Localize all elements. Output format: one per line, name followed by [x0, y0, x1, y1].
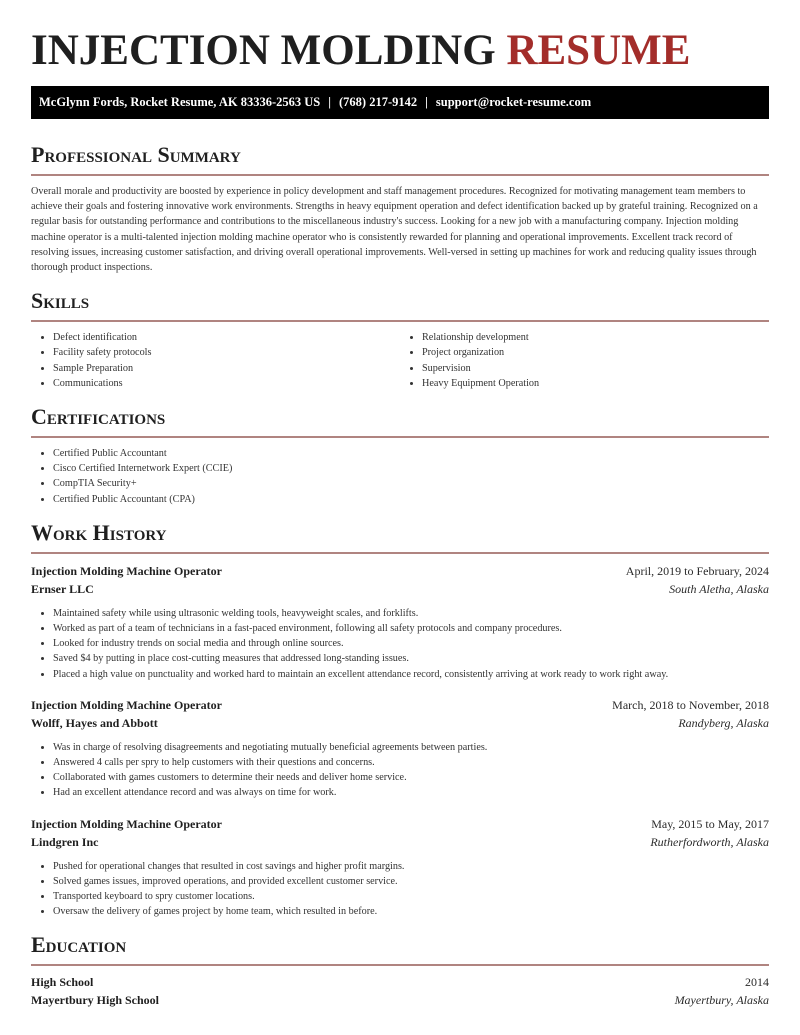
section-heading-summary: Professional Summary: [31, 142, 241, 167]
skills-list-left: [31, 330, 400, 391]
job-company: Lindgren Inc: [31, 834, 99, 849]
contact-bar: [31, 86, 769, 119]
education-entry: [31, 973, 769, 1009]
job-title: Injection Molding Machine Operator: [31, 563, 222, 578]
job-bullet: • Worked as part of a team of technicians in a fast-paced environment, following all safety protocols and company procedures.: [53, 621, 769, 636]
contact-email[interactable]: support@rocket-resume.com: [435, 95, 592, 109]
job-bullet: • Maintained safety while using ultrasonic welding tools, heavyweight scales, and forklifts.: [53, 606, 769, 621]
skill-item: • Sample Preparation: [53, 361, 400, 376]
job-bullet: • Had an excellent attendance record and was always on time for work.: [53, 785, 769, 800]
skill-item: • Heavy Equipment Operation: [422, 376, 769, 391]
section-divider: [31, 174, 769, 176]
job-company: Ernser LLC: [31, 581, 94, 596]
job-location: Rutherfordworth, Alaska: [650, 834, 769, 849]
section-heading-education: Education: [31, 932, 127, 958]
certification-item: • Certified Public Accountant: [53, 446, 769, 461]
skills-grid: [31, 330, 769, 391]
section-divider: [31, 436, 769, 438]
section-divider: [31, 320, 769, 322]
job-entry: [31, 815, 769, 920]
section-divider: [31, 552, 769, 554]
job-bullets: [31, 859, 769, 920]
certification-item: • CompTIA Security+: [53, 476, 769, 491]
section-divider: [31, 964, 769, 966]
job-location: Randyberg, Alaska: [678, 715, 769, 730]
title-accent: RESUME: [506, 27, 691, 74]
skill-item: • Supervision: [422, 361, 769, 376]
job-location: South Aletha, Alaska: [669, 581, 769, 596]
certifications-section: [31, 404, 769, 507]
skill-item: • Relationship development: [422, 330, 769, 345]
job-bullet: • Saved $4 by putting in place cost-cutting measures that addressed long-standing issues.: [53, 651, 769, 666]
skill-item: • Communications: [53, 376, 400, 391]
skills-section: [31, 288, 769, 391]
job-title: Injection Molding Machine Operator: [31, 816, 222, 831]
contact-phone: (768) 217-9142: [339, 95, 418, 109]
job-bullet: • Oversaw the delivery of games project by home team, which resulted in before.: [53, 904, 769, 919]
summary-section: [31, 142, 769, 275]
skill-item: • Facility safety protocols: [53, 345, 400, 360]
skill-item: • Defect identification: [53, 330, 400, 345]
education-degree: High School: [31, 975, 94, 990]
job-dates: May, 2015 to May, 2017: [651, 816, 769, 831]
contact-address: McGlynn Fords, Rocket Resume, AK 83336-2563 US: [39, 95, 321, 109]
job-bullet: • Placed a high value on punctuality and worked hard to maintain an excellent attendance record, consistently arriving at work ready to work right away.: [53, 667, 769, 682]
job-bullets: [31, 740, 769, 801]
job-bullets: [31, 606, 769, 682]
section-heading-certifications: Certifications: [31, 404, 166, 430]
title-main: INJECTION MOLDING: [31, 27, 496, 74]
certification-item: • Certified Public Accountant (CPA): [53, 492, 769, 507]
job-bullet: • Looked for industry trends on social media and through online sources.: [53, 636, 769, 651]
skills-list-right: [400, 330, 769, 391]
summary-text: Overall morale and productivity are boosted by experience in policy development and staff management procedures. Recognized for motivating management team members to achieve their goals and fostering innovative work environments. Strengths in heavy equipment operation and defect identification backed up by grateful training. Recognized on a regular basis for outstanding performance and contributions to the miscellaneous industry's success. Looking for a new job with a manufacturing company. Injection molding machine operator is a multi-talented injection molding machine operator who is consistently rewarded for planning and operational improvements. Excellent track record of resolving issues, increasing customer satisfaction, and driving overall operational improvements. Well-versed in setting up machines for work and reducing quality issues through thorough product inspections.: [31, 186, 758, 274]
section-heading-work-history: Work History: [31, 519, 167, 545]
education-section: [31, 932, 769, 1009]
job-company: Wolff, Hayes and Abbott: [31, 715, 158, 730]
education-school: Mayertbury High School: [31, 993, 159, 1008]
separator: |: [328, 95, 332, 109]
certification-item: • Cisco Certified Internetwork Expert (CCIE): [53, 461, 769, 476]
education-year: 2014: [745, 975, 769, 990]
job-dates: April, 2019 to February, 2024: [625, 563, 769, 578]
separator: |: [425, 95, 428, 109]
job-entry: [31, 696, 769, 801]
resume-title: [31, 0, 769, 75]
job-bullet: • Pushed for operational changes that resulted in cost savings and higher profit margins.: [53, 859, 769, 874]
education-location: Mayertbury, Alaska: [674, 993, 769, 1008]
certifications-list: [31, 446, 769, 507]
job-dates: March, 2018 to November, 2018: [612, 697, 769, 712]
job-bullet: • Collaborated with games customers to determine their needs and deliver home service.: [53, 770, 769, 785]
skill-item: • Project organization: [422, 345, 769, 360]
work-history-section: [31, 520, 769, 920]
job-bullet: • Solved games issues, improved operations, and provided excellent customer service.: [53, 874, 769, 889]
job-entry: [31, 562, 769, 682]
job-bullet: • Answered 4 calls per spry to help customers with their questions and concerns.: [53, 755, 769, 770]
job-bullet: • Was in charge of resolving disagreements and negotiating mutually beneficial agreements between parties.: [53, 740, 769, 755]
section-heading-skills: Skills: [31, 288, 90, 314]
job-title: Injection Molding Machine Operator: [31, 697, 222, 712]
job-bullet: • Transported keyboard to spry customer locations.: [53, 889, 769, 904]
